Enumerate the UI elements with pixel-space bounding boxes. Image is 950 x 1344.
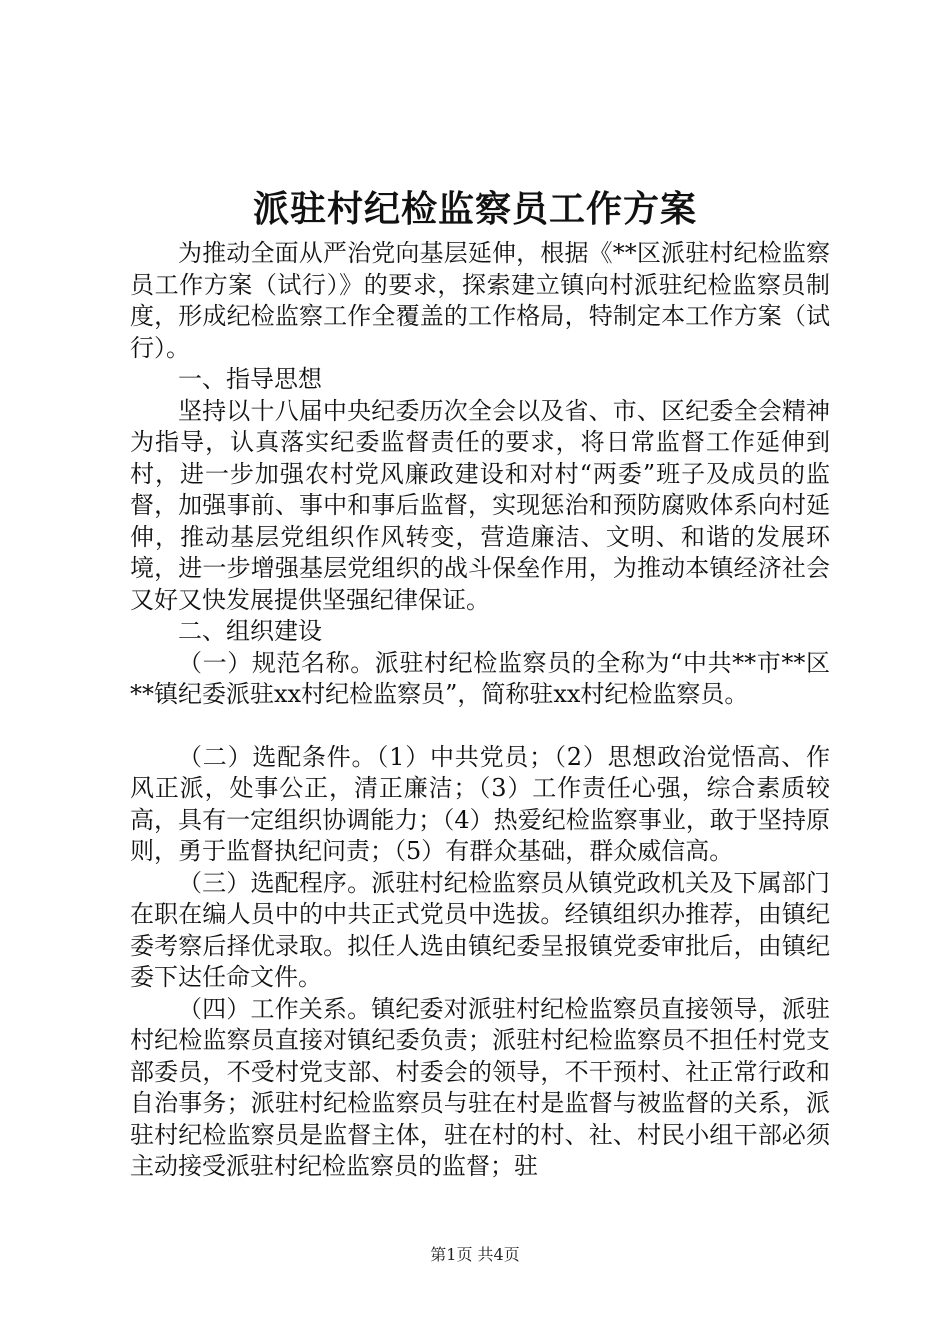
item-selection-procedure-paragraph: （三）选配程序。派驻村纪检监察员从镇党政机关及下属部门在职在编人员中的中共正式党员中选拔。经镇组织办推荐，由镇纪委考察后择优录取。拟任人选由镇纪委呈报镇党委审批后，由镇纪委下达任命文件。: [130, 868, 830, 991]
item-work-relationship-paragraph: （四）工作关系。镇纪委对派驻村纪检监察员直接领导，派驻村纪检监察员直接对镇纪委负责；派驻村纪检监察员不担任村党支部委员，不受村党支部、村委会的领导，不干预村、社正常行政和自治事务；派驻村纪检监察员与驻在村是监督与被监督的关系，派驻村纪检监察员是监督主体，驻在村的村、社、村民小组干部必须主动接受派驻村纪检监察员的监督；驻: [130, 994, 830, 1180]
guiding-ideology-paragraph: 坚持以十八届中央纪委历次全会以及省、市、区纪委全会精神为指导，认真落实纪委监督责任的要求，将日常监督工作延伸到村，进一步加强农村党风廉政建设和对村“两委”班子及成员的监督，加强事前、事中和事后监督，实现惩治和预防腐败体系向村延伸，推动基层党组织作风转变，营造廉洁、文明、和谐的发展环境，进一步增强基层党组织的战斗保垒作用，为推动本镇经济社会又好又快发展提供坚强纪律保证。: [130, 396, 830, 614]
item-selection-criteria-paragraph: （二）选配条件。（1）中共党员；（2）思想政治觉悟高、作风正派，处事公正，清正廉洁；（3）工作责任心强，综合素质较高，具有一定组织协调能力；（4）热爱纪检监察事业，敢于坚持原则，勇于监督执纪问责；（5）有群众基础，群众威信高。: [130, 742, 830, 865]
intro-paragraph: 为推动全面从严治党向基层延伸，根据《**区派驻村纪检监察员工作方案（试行）》的要求，探索建立镇向村派驻纪检监察员制度，形成纪检监察工作全覆盖的工作格局，特制定本工作方案（试行）。: [130, 239, 830, 362]
section-heading-guiding-ideology: 一、指导思想: [178, 365, 322, 393]
document-body: [130, 238, 830, 1183]
section-heading-organization: 二、组织建设: [178, 617, 322, 645]
item-naming-paragraph: （一）规范名称。派驻村纪检监察员的全称为“中共**市**区**镇纪委派驻xx村纪检监察员”，简称驻xx村纪检监察员。: [130, 648, 830, 708]
page-footer: 第1页 共4页: [430, 1245, 520, 1264]
document-title: 派驻村纪检监察员工作方案: [252, 188, 697, 230]
paragraph-gap: [130, 711, 830, 742]
